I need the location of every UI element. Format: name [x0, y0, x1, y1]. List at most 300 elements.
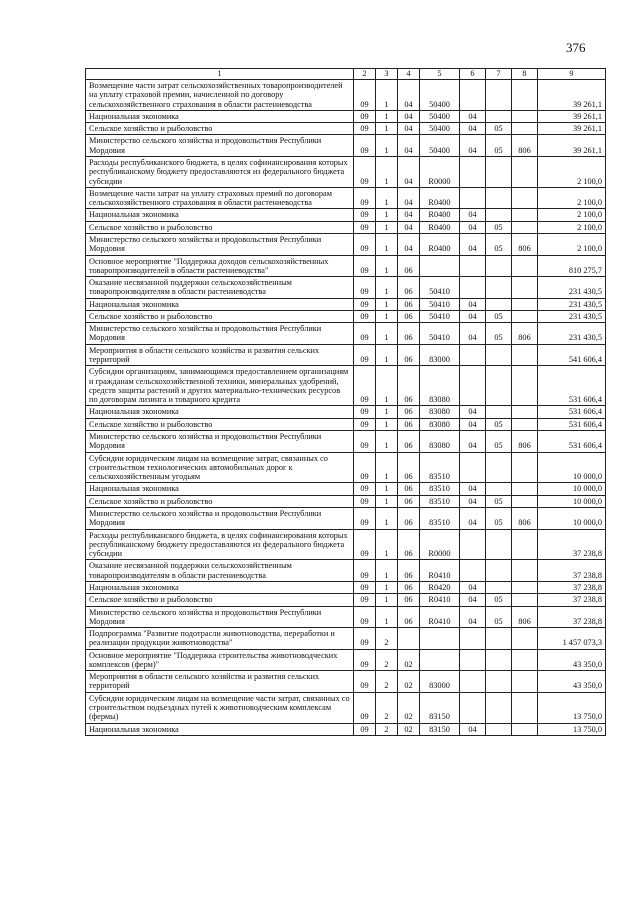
code-section: 04	[460, 233, 486, 255]
code-ministry	[512, 692, 538, 723]
code-direction: 83510	[420, 452, 460, 483]
row-amount: 43 350,0	[538, 671, 606, 693]
code-section: 04	[460, 310, 486, 322]
table-row	[86, 298, 606, 310]
code-direction: R0400	[420, 233, 460, 255]
row-name: Сельское хозяйство и рыболовство	[86, 310, 354, 322]
code-event	[398, 628, 420, 650]
table-row	[86, 233, 606, 255]
table-row	[86, 452, 606, 483]
code-program: 09	[354, 209, 376, 221]
code-direction: R0000	[420, 156, 460, 187]
code-ministry	[512, 123, 538, 135]
code-subprogram: 1	[376, 560, 398, 582]
table-row	[86, 123, 606, 135]
code-program: 09	[354, 310, 376, 322]
row-amount: 10 000,0	[538, 452, 606, 483]
row-name: Расходы республиканского бюджета, в целях софинансирования которых республиканскому бюджету предоставляются из федерального бюджета субсидии	[86, 529, 354, 560]
code-program: 09	[354, 560, 376, 582]
code-subsection	[486, 649, 512, 671]
code-ministry: 806	[512, 431, 538, 453]
code-subprogram: 1	[376, 483, 398, 495]
code-program: 09	[354, 606, 376, 628]
code-program: 09	[354, 366, 376, 406]
code-direction: 83150	[420, 723, 460, 735]
table-row	[86, 221, 606, 233]
code-subsection	[486, 560, 512, 582]
code-program: 09	[354, 692, 376, 723]
code-program: 09	[354, 277, 376, 299]
code-section: 04	[460, 418, 486, 430]
code-subsection	[486, 255, 512, 277]
code-event: 06	[398, 594, 420, 606]
table-row	[86, 418, 606, 430]
code-direction: 83000	[420, 671, 460, 693]
code-section	[460, 255, 486, 277]
row-amount: 531 606,4	[538, 406, 606, 418]
code-direction: 50410	[420, 277, 460, 299]
code-subprogram: 1	[376, 156, 398, 187]
code-ministry	[512, 310, 538, 322]
code-program: 09	[354, 671, 376, 693]
code-event: 06	[398, 366, 420, 406]
code-program: 09	[354, 529, 376, 560]
table-row	[86, 529, 606, 560]
code-section: 04	[460, 723, 486, 735]
code-ministry: 806	[512, 323, 538, 345]
code-program: 09	[354, 581, 376, 593]
code-subsection	[486, 529, 512, 560]
code-subsection	[486, 452, 512, 483]
code-ministry	[512, 255, 538, 277]
code-subprogram: 1	[376, 255, 398, 277]
code-event: 06	[398, 431, 420, 453]
code-program: 09	[354, 495, 376, 507]
code-event: 06	[398, 560, 420, 582]
table-row	[86, 560, 606, 582]
row-name: Расходы республиканского бюджета, в целях софинансирования которых республиканскому бюджету предоставляются из федерального бюджета субсидии	[86, 156, 354, 187]
code-ministry	[512, 452, 538, 483]
code-section	[460, 628, 486, 650]
code-direction: R0400	[420, 187, 460, 209]
code-subprogram: 2	[376, 692, 398, 723]
code-subprogram: 1	[376, 344, 398, 366]
code-direction: R0420	[420, 581, 460, 593]
code-program: 09	[354, 255, 376, 277]
code-subsection: 05	[486, 221, 512, 233]
code-subsection: 05	[486, 507, 512, 529]
code-subsection	[486, 298, 512, 310]
code-section	[460, 366, 486, 406]
code-section: 04	[460, 135, 486, 157]
code-direction: R0400	[420, 221, 460, 233]
code-event: 02	[398, 723, 420, 735]
table-row	[86, 649, 606, 671]
code-section	[460, 277, 486, 299]
row-amount: 10 000,0	[538, 507, 606, 529]
code-subprogram: 1	[376, 233, 398, 255]
code-ministry	[512, 529, 538, 560]
row-name: Сельское хозяйство и рыболовство	[86, 221, 354, 233]
row-name: Основное мероприятие "Поддержка доходов сельскохозяйственных товаропроизводителей в области растениеводства"	[86, 255, 354, 277]
code-event: 06	[398, 344, 420, 366]
row-name: Министерство сельского хозяйства и продовольствия Республики Мордовия	[86, 323, 354, 345]
code-subprogram: 1	[376, 529, 398, 560]
row-amount: 39 261,1	[538, 123, 606, 135]
row-amount: 231 430,5	[538, 277, 606, 299]
header-cell: 5	[420, 69, 460, 80]
code-section: 04	[460, 431, 486, 453]
code-subsection: 05	[486, 135, 512, 157]
code-subprogram: 1	[376, 431, 398, 453]
code-direction	[420, 649, 460, 671]
row-name: Национальная экономика	[86, 110, 354, 122]
code-direction: 83510	[420, 495, 460, 507]
row-name: Оказание несвязанной поддержки сельскохозяйственным товаропроизводителям в области растениеводства	[86, 277, 354, 299]
code-direction	[420, 255, 460, 277]
code-subsection	[486, 277, 512, 299]
table-row	[86, 483, 606, 495]
row-name: Мероприятия в области сельского хозяйства и развития сельских территорий	[86, 344, 354, 366]
table-row	[86, 187, 606, 209]
code-subprogram: 1	[376, 581, 398, 593]
code-event: 06	[398, 495, 420, 507]
code-section	[460, 692, 486, 723]
code-ministry	[512, 80, 538, 111]
code-ministry	[512, 581, 538, 593]
code-ministry	[512, 187, 538, 209]
code-direction: 83510	[420, 507, 460, 529]
code-subsection	[486, 187, 512, 209]
code-subprogram: 1	[376, 606, 398, 628]
code-ministry	[512, 418, 538, 430]
code-subprogram: 1	[376, 594, 398, 606]
page-number: 376	[566, 40, 586, 55]
row-name: Возмещение части затрат сельскохозяйственных товаропроизводителей на уплату страховой премии, начисленной по договору сельскохозяйственного страхования в области растениеводства	[86, 80, 354, 111]
code-section	[460, 671, 486, 693]
code-subsection	[486, 344, 512, 366]
code-event: 06	[398, 277, 420, 299]
code-subprogram: 1	[376, 209, 398, 221]
row-amount: 2 100,0	[538, 209, 606, 221]
code-program: 09	[354, 135, 376, 157]
table-row	[86, 581, 606, 593]
row-name: Национальная экономика	[86, 209, 354, 221]
code-direction: 83080	[420, 406, 460, 418]
code-subsection: 05	[486, 123, 512, 135]
code-section: 04	[460, 495, 486, 507]
code-ministry	[512, 209, 538, 221]
code-ministry	[512, 483, 538, 495]
header-cell: 9	[538, 69, 606, 80]
row-amount: 810 275,7	[538, 255, 606, 277]
code-subsection: 05	[486, 323, 512, 345]
code-section	[460, 344, 486, 366]
code-direction: 50410	[420, 310, 460, 322]
code-subsection	[486, 581, 512, 593]
code-subsection	[486, 156, 512, 187]
row-amount: 13 750,0	[538, 723, 606, 735]
row-name: Субсидии юридическим лицам на возмещение части затрат, связанных со строительством подъездных путей к животноводческим комплексам (фермы)	[86, 692, 354, 723]
code-subsection	[486, 628, 512, 650]
table-body	[86, 80, 606, 736]
code-subprogram: 1	[376, 310, 398, 322]
code-subsection: 05	[486, 495, 512, 507]
row-name: Возмещение части затрат на уплату страховых премий по договорам сельскохозяйственного страхования в области растениеводства	[86, 187, 354, 209]
row-name: Сельское хозяйство и рыболовство	[86, 594, 354, 606]
row-name: Сельское хозяйство и рыболовство	[86, 418, 354, 430]
code-subprogram: 2	[376, 649, 398, 671]
code-event: 06	[398, 298, 420, 310]
table-row	[86, 209, 606, 221]
code-subprogram: 1	[376, 123, 398, 135]
row-amount: 39 261,1	[538, 110, 606, 122]
code-direction: 50400	[420, 123, 460, 135]
code-subsection: 05	[486, 606, 512, 628]
code-program: 09	[354, 483, 376, 495]
code-subsection	[486, 483, 512, 495]
code-subprogram: 1	[376, 298, 398, 310]
code-program: 09	[354, 507, 376, 529]
code-event: 04	[398, 123, 420, 135]
code-event: 06	[398, 452, 420, 483]
code-section	[460, 80, 486, 111]
table-row	[86, 507, 606, 529]
code-subsection	[486, 692, 512, 723]
code-subsection: 05	[486, 310, 512, 322]
code-program: 09	[354, 418, 376, 430]
table-row	[86, 406, 606, 418]
code-direction: 83080	[420, 366, 460, 406]
row-name: Министерство сельского хозяйства и продовольствия Республики Мордовия	[86, 135, 354, 157]
code-event: 06	[398, 581, 420, 593]
code-event: 06	[398, 483, 420, 495]
code-section: 04	[460, 110, 486, 122]
row-name: Основное мероприятие "Поддержка строительства животноводческих комплексов (ферм)"	[86, 649, 354, 671]
code-ministry	[512, 594, 538, 606]
row-amount: 231 430,5	[538, 298, 606, 310]
code-section: 04	[460, 594, 486, 606]
row-amount: 2 100,0	[538, 156, 606, 187]
code-event: 06	[398, 507, 420, 529]
code-direction: 83080	[420, 418, 460, 430]
code-ministry	[512, 628, 538, 650]
table-row	[86, 80, 606, 111]
code-ministry	[512, 406, 538, 418]
table-row	[86, 110, 606, 122]
code-direction: 83510	[420, 483, 460, 495]
code-direction: 50400	[420, 80, 460, 111]
header-row	[86, 69, 606, 80]
code-subsection	[486, 406, 512, 418]
code-program: 09	[354, 80, 376, 111]
code-program: 09	[354, 723, 376, 735]
header-cell: 4	[398, 69, 420, 80]
code-subprogram: 1	[376, 507, 398, 529]
row-name: Министерство сельского хозяйства и продовольствия Республики Мордовия	[86, 507, 354, 529]
code-ministry	[512, 344, 538, 366]
row-amount: 37 238,8	[538, 606, 606, 628]
table-row	[86, 344, 606, 366]
code-direction: 50410	[420, 298, 460, 310]
row-name: Подпрограмма "Развитие подотрасли животноводства, переработки и реализации продукции животноводства"	[86, 628, 354, 650]
code-event: 06	[398, 529, 420, 560]
code-program: 09	[354, 187, 376, 209]
code-section: 04	[460, 581, 486, 593]
row-amount: 1 457 073,3	[538, 628, 606, 650]
code-program: 09	[354, 233, 376, 255]
code-section	[460, 156, 486, 187]
code-ministry	[512, 366, 538, 406]
code-ministry	[512, 221, 538, 233]
row-amount: 43 350,0	[538, 649, 606, 671]
table-row	[86, 671, 606, 693]
row-name: Сельское хозяйство и рыболовство	[86, 123, 354, 135]
code-subprogram: 1	[376, 187, 398, 209]
code-ministry	[512, 649, 538, 671]
code-event: 04	[398, 110, 420, 122]
header-cell: 8	[512, 69, 538, 80]
code-subsection: 05	[486, 418, 512, 430]
row-name: Национальная экономика	[86, 406, 354, 418]
row-name: Национальная экономика	[86, 723, 354, 735]
row-amount: 2 100,0	[538, 233, 606, 255]
code-subprogram: 2	[376, 671, 398, 693]
code-event: 06	[398, 323, 420, 345]
table-row	[86, 323, 606, 345]
row-amount: 13 750,0	[538, 692, 606, 723]
row-amount: 531 606,4	[538, 418, 606, 430]
row-name: Национальная экономика	[86, 483, 354, 495]
code-subprogram: 1	[376, 366, 398, 406]
table-row	[86, 156, 606, 187]
row-name: Субсидии организациям, занимающимся предоставлением организациям и гражданам сельскохозяйственной техники, минеральных удобрений, средств защиты растений и других материально-технических ресурсов по договорам лизинга и товарного кредита	[86, 366, 354, 406]
code-direction: R0410	[420, 606, 460, 628]
header-cell: 1	[86, 69, 354, 80]
code-subprogram: 1	[376, 418, 398, 430]
code-section	[460, 187, 486, 209]
code-ministry	[512, 671, 538, 693]
table-row	[86, 723, 606, 735]
code-ministry	[512, 560, 538, 582]
header-cell: 7	[486, 69, 512, 80]
code-ministry: 806	[512, 135, 538, 157]
code-section	[460, 529, 486, 560]
code-subprogram: 1	[376, 110, 398, 122]
code-program: 09	[354, 431, 376, 453]
header-cell: 3	[376, 69, 398, 80]
code-event: 06	[398, 418, 420, 430]
row-amount: 10 000,0	[538, 483, 606, 495]
code-direction: 50400	[420, 110, 460, 122]
code-section: 04	[460, 406, 486, 418]
code-direction: R0400	[420, 209, 460, 221]
code-ministry	[512, 277, 538, 299]
row-amount: 541 606,4	[538, 344, 606, 366]
code-ministry: 806	[512, 507, 538, 529]
code-event: 04	[398, 221, 420, 233]
header-cell: 2	[354, 69, 376, 80]
code-subsection	[486, 366, 512, 406]
table-row	[86, 135, 606, 157]
code-direction: R0410	[420, 594, 460, 606]
code-subprogram: 1	[376, 135, 398, 157]
row-amount: 231 430,5	[538, 310, 606, 322]
code-program: 09	[354, 344, 376, 366]
row-amount: 39 261,1	[538, 80, 606, 111]
table-row	[86, 255, 606, 277]
row-name: Сельское хозяйство и рыболовство	[86, 495, 354, 507]
table-row	[86, 310, 606, 322]
code-ministry: 806	[512, 233, 538, 255]
code-subprogram: 1	[376, 277, 398, 299]
code-event: 04	[398, 187, 420, 209]
code-event: 02	[398, 692, 420, 723]
code-subsection	[486, 723, 512, 735]
row-amount: 37 238,8	[538, 594, 606, 606]
code-ministry	[512, 156, 538, 187]
row-name: Министерство сельского хозяйства и продовольствия Республики Мордовия	[86, 233, 354, 255]
row-name: Субсидии юридическим лицам на возмещение затрат, связанных со строительством технологических автомобильных дорог к сельскохозяйственным угодьям	[86, 452, 354, 483]
row-name: Оказание несвязанной поддержки сельскохозяйственным товаропроизводителям в области растениеводства	[86, 560, 354, 582]
code-direction: 83000	[420, 344, 460, 366]
code-section	[460, 649, 486, 671]
row-amount: 39 261,1	[538, 135, 606, 157]
code-subsection: 05	[486, 233, 512, 255]
code-ministry: 806	[512, 606, 538, 628]
table-row	[86, 594, 606, 606]
code-program: 09	[354, 594, 376, 606]
row-name: Национальная экономика	[86, 298, 354, 310]
code-direction: 83150	[420, 692, 460, 723]
code-direction: 50410	[420, 323, 460, 345]
code-subsection	[486, 80, 512, 111]
code-event: 04	[398, 156, 420, 187]
code-direction: R0000	[420, 529, 460, 560]
code-subsection: 05	[486, 431, 512, 453]
code-program: 09	[354, 452, 376, 483]
code-ministry	[512, 110, 538, 122]
code-section: 04	[460, 323, 486, 345]
code-program: 09	[354, 156, 376, 187]
code-ministry	[512, 723, 538, 735]
code-event: 04	[398, 233, 420, 255]
code-ministry	[512, 298, 538, 310]
row-amount: 2 100,0	[538, 187, 606, 209]
code-subprogram: 1	[376, 406, 398, 418]
code-event: 02	[398, 649, 420, 671]
code-direction: R0410	[420, 560, 460, 582]
code-direction: 50400	[420, 135, 460, 157]
row-name: Министерство сельского хозяйства и продовольствия Республики Мордовия	[86, 606, 354, 628]
table-row	[86, 606, 606, 628]
code-direction: 83080	[420, 431, 460, 453]
table-row	[86, 277, 606, 299]
code-section: 04	[460, 221, 486, 233]
code-section	[460, 560, 486, 582]
row-amount: 2 100,0	[538, 221, 606, 233]
code-subprogram: 1	[376, 323, 398, 345]
code-section: 04	[460, 507, 486, 529]
code-event: 04	[398, 80, 420, 111]
table-row	[86, 366, 606, 406]
code-subprogram: 1	[376, 452, 398, 483]
code-section: 04	[460, 209, 486, 221]
budget-table	[85, 68, 606, 736]
row-name: Национальная экономика	[86, 581, 354, 593]
code-event: 04	[398, 209, 420, 221]
code-section: 04	[460, 123, 486, 135]
